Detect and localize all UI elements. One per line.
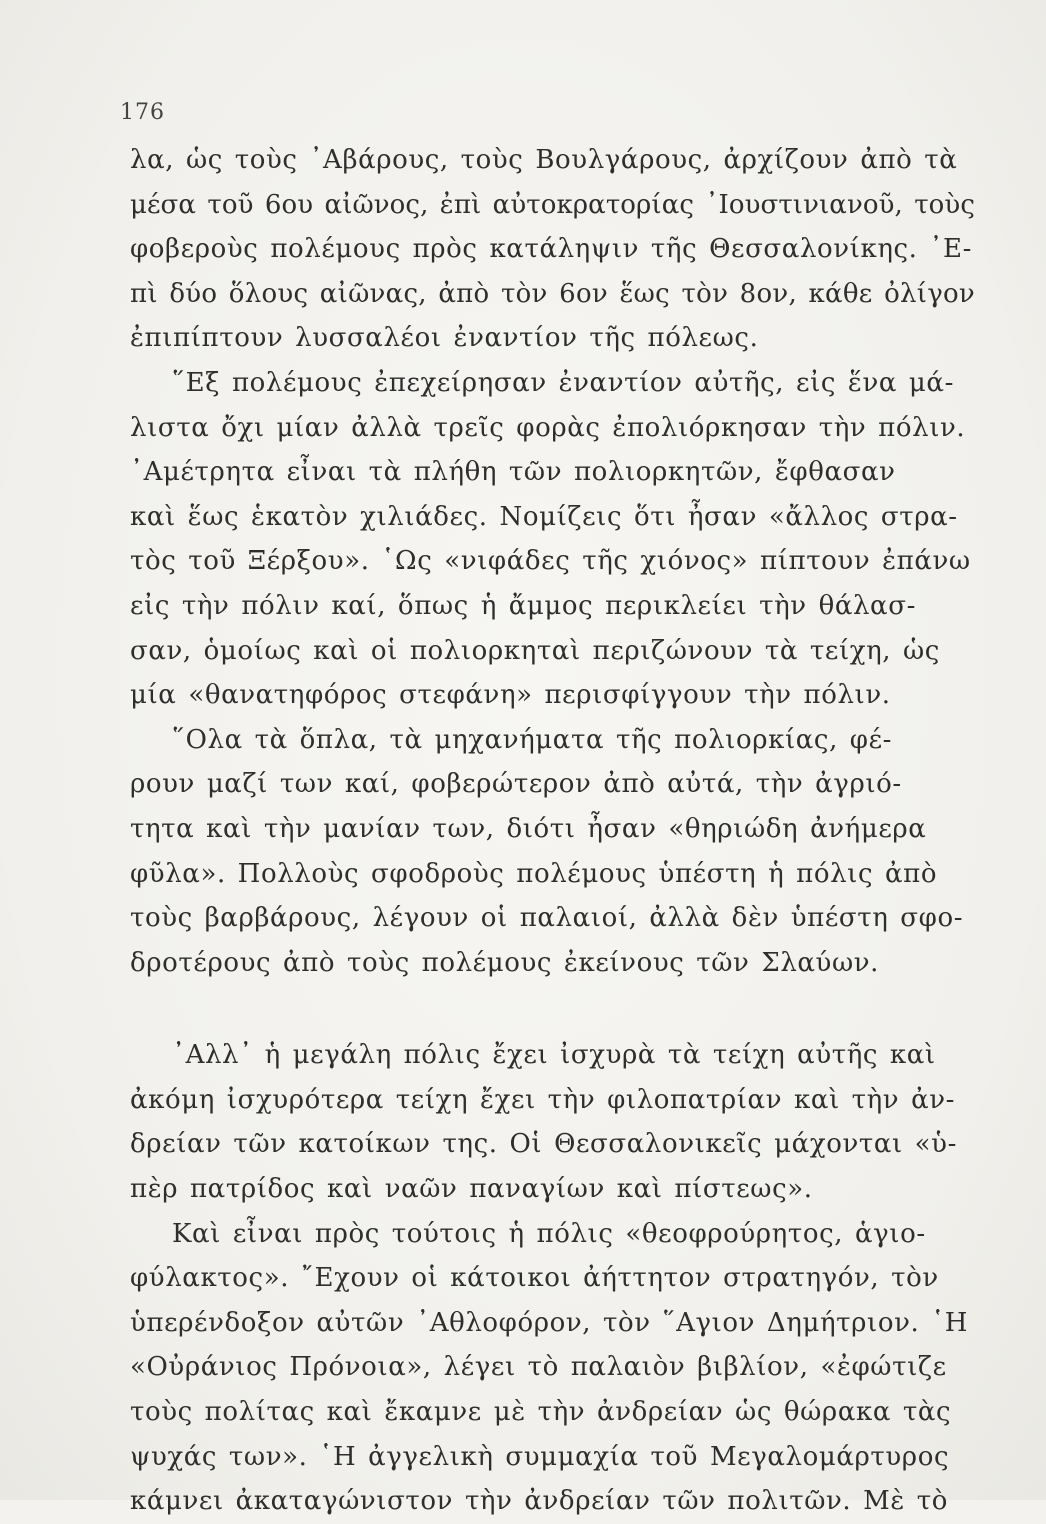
text-line: Καὶ εἶναι πρὸς τούτοις ἡ πόλις «θεοφρούρητος, ἁγιο- xyxy=(172,1218,926,1249)
text-line: μέσα τοῦ 6ου αἰῶνος, ἐπὶ αὐτοκρατορίας ᾿Ιουστινιανοῦ, τοὺς xyxy=(130,189,975,220)
text-line: πὶ δύο ὅλους αἰῶνας, ἀπὸ τὸν 6ον ἕως τὸν 8ον, κάθε ὀλίγον xyxy=(130,278,975,309)
text-line: δροτέρους ἀπὸ τοὺς πολέμους ἐκείνους τῶν Σλαύων. xyxy=(130,947,880,978)
text-line: καὶ ἕως ἑκατὸν χιλιάδες. Νομίζεις ὅτι ἦσαν «ἄλλος στρα- xyxy=(130,501,958,532)
text-line: ἀκόμη ἰσχυρότερα τείχη ἔχει τὴν φιλοπατρίαν καὶ τὴν ἀν- xyxy=(130,1084,956,1115)
text-line: φῦλα». Πολλοὺς σφοδροὺς πολέμους ὑπέστη ἡ πόλις ἀπὸ xyxy=(130,858,938,889)
text-line: τητα καὶ τὴν μανίαν των, διότι ἦσαν «θηριώδη ἀνήμερα xyxy=(130,813,927,844)
text-line: ὑπερένδοξον αὐτῶν ᾿Αθλοφόρον, τὸν ῞Αγιον Δημήτριον. ῾Η xyxy=(130,1307,969,1338)
text-line: ψυχάς των». ῾Η ἀγγελικὴ συμμαχία τοῦ Μεγαλομάρτυρος xyxy=(130,1441,950,1472)
text-line: λιστα ὄχι μίαν ἀλλὰ τρεῖς φορὰς ἐπολιόρκησαν τὴν πόλιν. xyxy=(130,412,966,443)
text-line: τοὺς βαρβάρους, λέγουν οἱ παλαιοί, ἀλλὰ δὲν ὑπέστη σφο- xyxy=(130,903,964,934)
text-line: φύλακτος». ῎Εχουν οἱ κάτοικοι ἀήττητον στρατηγόν, τὸν xyxy=(130,1263,939,1294)
text-line: ρουν μαζί των καί, φοβερώτερον ἀπὸ αὐτά, τὴν ἀγριό- xyxy=(130,769,902,800)
text-line: τοὺς πολίτας καὶ ἔκαμνε μὲ τὴν ἀνδρείαν ὡς θώρακα τὰς xyxy=(130,1397,952,1428)
body-text xyxy=(130,138,975,1524)
text-line: ἐπιπίπτουν λυσσαλέοι ἐναντίον τῆς πόλεως. xyxy=(130,323,759,354)
text-line: ῞Εξ πολέμους ἐπεχείρησαν ἐναντίον αὐτῆς, εἰς ἕνα μά- xyxy=(172,367,954,398)
text-line: δρείαν τῶν κατοίκων της. Οἱ Θεσσαλονικεῖς μάχονται «ὑ- xyxy=(130,1129,957,1160)
text-line: πὲρ πατρίδος καὶ ναῶν παναγίων καὶ πίστεως». xyxy=(130,1174,813,1205)
text-line: τὸς τοῦ Ξέρξου». ῾Ως «νιφάδες τῆς χιόνος» πίπτουν ἐπάνω xyxy=(130,546,971,577)
text-line: ᾿Αμέτρητα εἶναι τὰ πλήθη τῶν πολιορκητῶν, ἔφθασαν xyxy=(130,457,896,488)
text-line: ῞Ολα τὰ ὅπλα, τὰ μηχανήματα τῆς πολιορκίας, φέ- xyxy=(172,724,893,755)
text-line: κάμνει ἀκαταγώνιστον τὴν ἀνδρείαν τῶν πολιτῶν. Μὲ τὸ xyxy=(130,1486,949,1517)
text-line: λα, ὡς τοὺς ᾿Αβάρους, τοὺς Βουλγάρους, ἀρχίζουν ἀπὸ τὰ xyxy=(130,145,958,175)
text-line: σαν, ὁμοίως καὶ οἱ πολιορκηταὶ περιζώνουν τὰ τείχη, ὡς xyxy=(130,635,940,666)
text-line: ᾿Αλλ᾿ ἡ μεγάλη πόλις ἔχει ἰσχυρὰ τὰ τείχη αὐτῆς καὶ xyxy=(172,1040,936,1071)
text-line: «Οὐράνιος Πρόνοια», λέγει τὸ παλαιὸν βιβλίον, «ἐφώτιζε xyxy=(130,1352,947,1383)
text-line: φοβεροὺς πολέμους πρὸς κατάληψιν τῆς Θεσσαλονίκης. ᾿Ε- xyxy=(130,234,972,265)
page-number: 176 xyxy=(120,100,165,125)
section-gap xyxy=(130,985,970,1033)
text-line: εἰς τὴν πόλιν καί, ὅπως ἡ ἄμμος περικλείει τὴν θάλασ- xyxy=(130,590,916,621)
text-line: μία «θανατηφόρος στεφάνη» περισφίγγουν τὴν πόλιν. xyxy=(130,680,891,711)
